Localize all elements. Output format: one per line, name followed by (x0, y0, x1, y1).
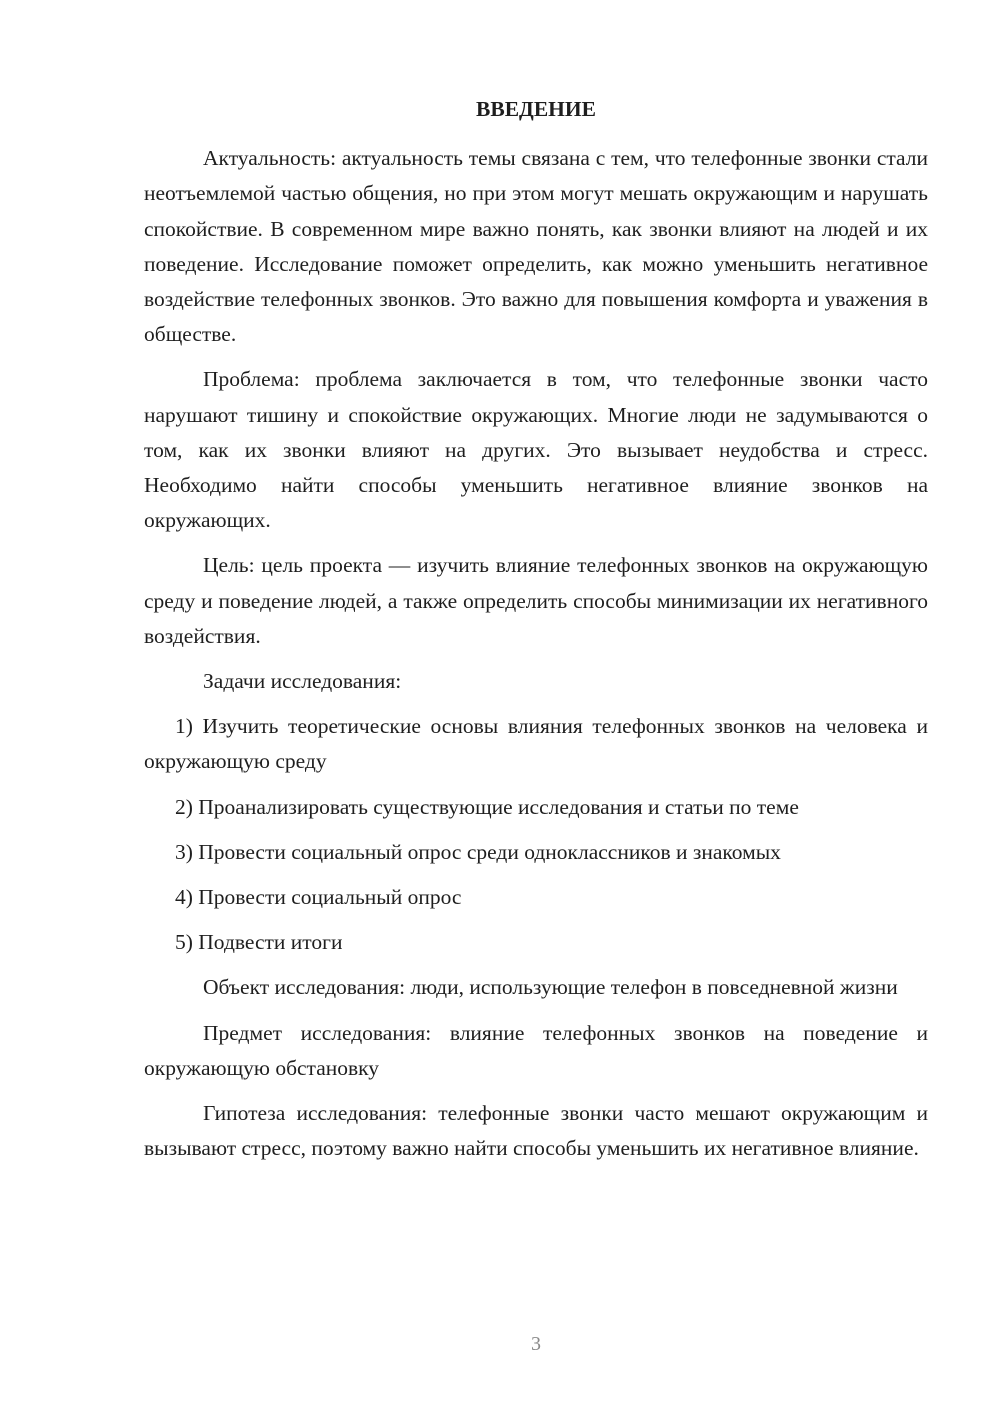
problem-paragraph: Проблема: проблема заключается в том, что телефонные звонки часто нарушают тишину и спокойствие окружающих. Многие люди не задумываются о том, как их звонки влияют на других. Это вызывает неудобства и стресс. Необходимо найти способы уменьшить негативное влияние звонков на окружающих. (144, 367, 928, 533)
page-title: ВВЕДЕНИЕ (476, 97, 596, 121)
relevance-paragraph: Актуальность: актуальность темы связана с тем, что телефонные звонки стали неотъемлемой частью общения, но при этом могут мешать окружающим и нарушать спокойствие. В современном мире важно понять, как звонки влияют на людей и их поведение. Исследование поможет определить, как можно уменьшить негативное воздействие телефонных звонков. Это важно для повышения комфорта и уважения в обществе. (144, 146, 928, 347)
task-item: 5) Подвести итоги (175, 930, 343, 955)
task-item: 2) Проанализировать существующие исследования и статьи по теме (175, 794, 799, 819)
subject-paragraph: Предмет исследования: влияние телефонных звонков на поведение и окружающую обстановку (144, 1020, 928, 1080)
document-page (144, 92, 928, 1166)
task-item: 1) Изучить теоретические основы влияния телефонных звонков на человека и окружающую среду (144, 714, 928, 774)
hypothesis-paragraph: Гипотеза исследования: телефонные звонки часто мешают окружающим и вызывают стресс, поэтому важно найти способы уменьшить их негативное влияние. (144, 1101, 928, 1161)
page-number: 3 (531, 1333, 541, 1355)
goal-paragraph: Цель: цель проекта — изучить влияние телефонных звонков на окружающую среду и поведение людей, а также определить способы минимизации их негативного воздействия. (144, 553, 928, 648)
tasks-heading: Задачи исследования: (203, 669, 402, 694)
object-paragraph: Объект исследования: люди, использующие телефон в повседневной жизни (203, 975, 898, 1000)
task-item: 3) Провести социальный опрос среди одноклассников и знакомых (175, 839, 781, 864)
task-item: 4) Провести социальный опрос (175, 885, 462, 910)
